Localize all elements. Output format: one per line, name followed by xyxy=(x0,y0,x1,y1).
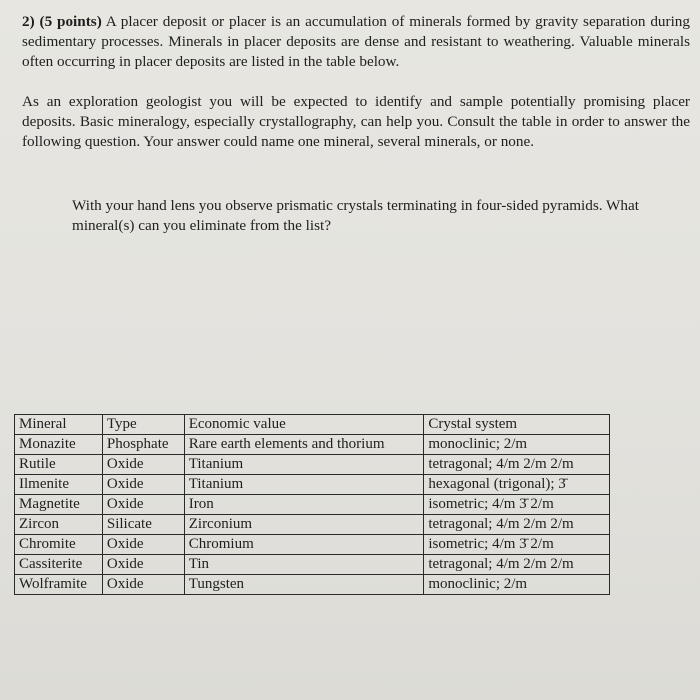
table-row xyxy=(15,575,610,595)
cell-economic-value: Chromium xyxy=(184,535,424,555)
header-crystal-system: Crystal system xyxy=(424,415,610,435)
cell-mineral: Magnetite xyxy=(15,495,103,515)
cell-mineral: Ilmenite xyxy=(15,475,103,495)
question-context: As an exploration geologist you will be expected to identify and sample potentially promising placer deposits. Basic mineralogy, especially crystallography, can help you. Consult the table in order to answer the following question. Your answer could name one mineral, several minerals, or none. xyxy=(22,93,690,150)
cell-crystal-system: hexagonal (trigonal); 3̄ xyxy=(424,475,610,495)
cell-crystal-system: isometric; 4/m 3̄ 2/m xyxy=(424,535,610,555)
mineral-table xyxy=(14,414,610,595)
cell-economic-value: Titanium xyxy=(184,475,424,495)
cell-type: Oxide xyxy=(102,575,184,595)
cell-economic-value: Tungsten xyxy=(184,575,424,595)
question-prompt: With your hand lens you observe prismatic crystals terminating in four-sided pyramids. What mineral(s) can you eliminate from the list? xyxy=(72,197,639,234)
question-number: 2) (5 points) xyxy=(22,13,102,30)
cell-mineral: Rutile xyxy=(15,455,103,475)
cell-type: Oxide xyxy=(102,555,184,575)
header-economic-value: Economic value xyxy=(184,415,424,435)
cell-type: Oxide xyxy=(102,495,184,515)
table-row xyxy=(15,495,610,515)
mineral-table-container xyxy=(14,414,610,595)
cell-type: Phosphate xyxy=(102,435,184,455)
cell-crystal-system: monoclinic; 2/m xyxy=(424,575,610,595)
cell-type: Oxide xyxy=(102,475,184,495)
question-intro xyxy=(22,12,690,72)
cell-crystal-system: tetragonal; 4/m 2/m 2/m xyxy=(424,555,610,575)
question-intro-text: A placer deposit or placer is an accumulation of minerals formed by gravity separation during sedimentary processes. Minerals in placer deposits are dense and resistant to weathering. Valuable minerals often occurring in placer deposits are listed in the table below. xyxy=(22,13,690,70)
table-row xyxy=(15,535,610,555)
cell-crystal-system: tetragonal; 4/m 2/m 2/m xyxy=(424,515,610,535)
cell-economic-value: Tin xyxy=(184,555,424,575)
cell-crystal-system: monoclinic; 2/m xyxy=(424,435,610,455)
header-type: Type xyxy=(102,415,184,435)
table-row xyxy=(15,515,610,535)
cell-crystal-system: isometric; 4/m 3̄ 2/m xyxy=(424,495,610,515)
cell-type: Oxide xyxy=(102,535,184,555)
cell-type: Oxide xyxy=(102,455,184,475)
cell-mineral: Wolframite xyxy=(15,575,103,595)
cell-mineral: Monazite xyxy=(15,435,103,455)
header-mineral: Mineral xyxy=(15,415,103,435)
cell-economic-value: Rare earth elements and thorium xyxy=(184,435,424,455)
cell-economic-value: Zirconium xyxy=(184,515,424,535)
table-row xyxy=(15,555,610,575)
cell-crystal-system: tetragonal; 4/m 2/m 2/m xyxy=(424,455,610,475)
cell-mineral: Chromite xyxy=(15,535,103,555)
table-row xyxy=(15,435,610,455)
cell-mineral: Cassiterite xyxy=(15,555,103,575)
table-header-row xyxy=(15,415,610,435)
table-row xyxy=(15,475,610,495)
table-row xyxy=(15,455,610,475)
cell-type: Silicate xyxy=(102,515,184,535)
cell-economic-value: Iron xyxy=(184,495,424,515)
cell-mineral: Zircon xyxy=(15,515,103,535)
cell-economic-value: Titanium xyxy=(184,455,424,475)
